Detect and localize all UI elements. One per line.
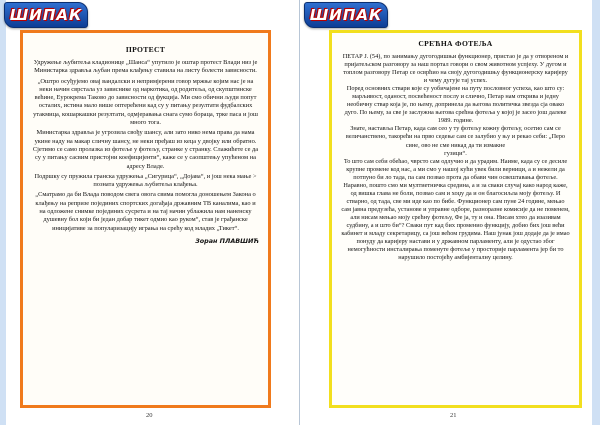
right-page xyxy=(300,0,600,425)
article-paragraph: Удружење љубитеља кладионице „Шанса“ упутило је оштар протест Влади низ је Министарка здравља љубан према клађењу ставила на листу болести зависности. xyxy=(33,59,258,75)
article-paragraph: Подршку су пружила гранска удружења „Сигурица“, „Дојава“, и још нека мање > позната удружења љубитеља клађења. xyxy=(34,172,257,189)
article-title: СРЕЋНА ФОТЕЉА xyxy=(418,39,493,48)
logo-text: ШИПАК xyxy=(9,6,83,24)
article-paragraph: Министарка здравља је угрозила свођу шансу, али зато нико нема права да нама укине наду на макар сличну шансу, не неки пређаш из кеца у двојку или обратно. Сјетимо се само пролазка из фотеље у фотељу, странке у странку. Слажићете се да су у питању сасвим пристојни коефицијенти“, каже се у саопштењу упућеном на адресу Владе. xyxy=(32,129,259,170)
protest-article-frame xyxy=(20,30,271,408)
logo-text: ШИПАК xyxy=(309,6,383,24)
article-paragraph: ПЕТАР Ј. (54), по занимању дугогодишњи функционер, пристао је да у отвореном и пријатељском разговору за наш портал говори о свом животном успјеху. У дугом и топлом разговору Петар се осврћио на своју дугогодишњу функционерску каријеру и чему дугује тај успех. xyxy=(342,53,569,85)
article-paragraph: Поред основних ствари које су уобичајене на путу пословног успеха, као што су: марљивост, оданост, посвећеност послу и слично, Петар нам открива и једну необичну ствар која је, по њему, допринела да његова политичка звезда сја овако дуго. По њему, за све је заслужна његова срећна фотеља у којој је засео још далеке 1989. године. xyxy=(344,85,567,125)
page-number: 20 xyxy=(146,412,153,419)
page-number: 21 xyxy=(450,412,457,419)
article-title: ПРОТЕСТ xyxy=(125,45,166,54)
shipak-logo xyxy=(304,2,388,28)
article-paragraph: Знате, наставља Петар, када сам сео у ту фотељу кожну фотељу, осетио сам се величанствено, такорећи на прво седење сам се залубио у њу и рекао себи: „Перо сине, ово не сме никад да ти измакне xyxy=(345,125,566,149)
article-paragraph: То што сам себи обећао, чврсто сам одлучио и да урадим. Наиме, када су се десиле крупне промене код нас, а ми смо у нашој кући увек били верници, а и нежели да потпуно би ло тада, па сам позвао прота да обави чин освештавања фотеље. Наравно, пошто смо ми мултиетничка средина, а и за сваки случај како народ каже, од вишка глава не боли, позвао сам и хоџу да и он благосиљла моју фотељу. И стварно, од тада, све ми иде као по бибе. Функционер сам пуне 24 године, мењао сам јавна предузећа, установе и управне одборе, разноразне комисије да не поменем, али нисам мењао моју срећну фотељу, Фе ја, ту и она. Нисам хтео да изазивам судбину, а и што би“? Сваки пут кад бих променио функцију, добио бих још већи кабинет и младу секретарицу, са још већом грудима. Наш јунак још додаје да је имао понуду да каријеру настави и у државном парламенту, али је одустао због немогућности инсталирања поменуте фотеље у просторије парламента јер би то нарушило постојећу амбијенталну целину. xyxy=(341,157,570,262)
lucky-armchair-article-frame xyxy=(329,30,582,408)
article-paragraph: гузици“. xyxy=(444,149,467,157)
article-paragraph: „Оштро осуђујемо овај вандалски и непримјерени говор мржње којим нас је на неки начин сврстала уз зависнике од наркотика, од родитеља, од скупштинске већине, Еурокрема Таково до зависности од фукција. Ми смо обични људи попут осталих, истина мало више оптерећени кад су у питању резултати фудбалских утакмица, кошаркашки резултати, одмјеравања снага сумо бораца, трке паса и још много тога. xyxy=(33,77,258,127)
article-paragraph: „Сматрамо да би Влада поводом свега овога свима помогла доношењем Закона о клађењу на репризе појединих спортских догађаја државним ТВ каналима, као и на одложене снимке појединих сусрета и на тај начин ублажила нам наненску душевну бол који би један добар тикет одмио као руком“, став је грађанске иницијативе за популаризацију играња на срећу код младих „Тикет“. xyxy=(35,191,256,232)
shipak-logo xyxy=(4,2,88,28)
author-signature: Зоран ПЛАВШИЋ xyxy=(195,236,259,245)
